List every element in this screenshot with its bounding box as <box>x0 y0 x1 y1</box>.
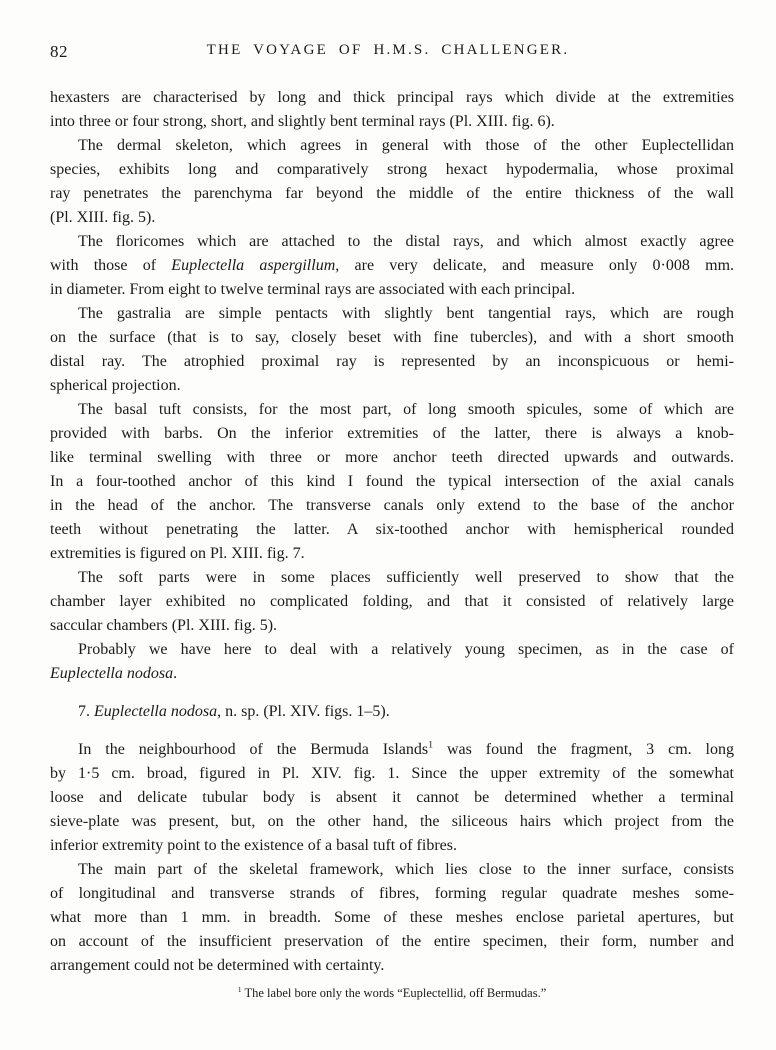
text-line: with those of Euplectella aspergillum, are very delicate, and measure only 0·008 mm. <box>50 257 735 274</box>
paragraph <box>50 302 734 398</box>
text-line: spherical projection. <box>50 377 181 394</box>
text-line: The floricomes which are attached to the distal rays, and which almost exactly agree <box>78 233 734 250</box>
text-line: distal ray. The atrophied proximal ray is represented by an inconspicuous or hemi- <box>50 353 734 370</box>
page-number: 82 <box>50 42 68 61</box>
text-line: The dermal skeleton, which agrees in general with those of the other Euplectellidan <box>78 137 734 154</box>
text-line: provided with barbs. On the inferior extremities of the latter, there is always a knob- <box>50 425 734 442</box>
page-body <box>50 86 734 1002</box>
text-line: saccular chambers (Pl. XIII. fig. 5). <box>50 617 278 634</box>
text-line: teeth without penetrating the latter. A six-toothed anchor with hemispherical rounded <box>50 521 734 538</box>
text-line: arrangement could not be determined with certainty. <box>50 957 385 974</box>
paragraph <box>50 230 734 302</box>
footnote: $^1$ The label bore only the words “Euplectellid, off Bermudas.” <box>237 984 547 1000</box>
text-line: In a four-toothed anchor of this kind I found the typical intersection of the axial canals <box>50 473 734 490</box>
text-line: 7. Euplectella nodosa, n. sp. (Pl. XIV. figs. 1–5). <box>78 703 390 720</box>
text-line: (Pl. XIII. fig. 5). <box>50 209 156 226</box>
text-line: what more than 1 mm. in breadth. Some of these meshes enclose parietal apertures, but <box>50 909 734 926</box>
text-line: like terminal swelling with three or more anchor teeth directed upwards and outwards. <box>50 449 734 466</box>
text-line: In the neighbourhood of the Bermuda Islands$^1$ was found the fragment, 3 cm. long <box>78 739 735 758</box>
text-line: by 1·5 cm. broad, figured in Pl. XIV. fig. 1. Since the upper extremity of the somewhat <box>50 765 734 782</box>
text-line: The gastralia are simple pentacts with slightly bent tangential rays, which are rough <box>78 305 734 322</box>
text-line: sieve-plate was present, but, on the other hand, the siliceous hairs which project from the <box>50 813 734 830</box>
text-line: The basal tuft consists, for the most part, of long smooth spicules, some of which are <box>78 401 734 418</box>
text-line: in the head of the anchor. The transverse canals only extend to the base of the anchor <box>50 497 734 514</box>
text-line: on account of the insufficient preservation of the entire specimen, their form, number and <box>50 933 734 950</box>
text-line: The soft parts were in some places sufficiently well preserved to show that the <box>78 569 734 586</box>
paragraph <box>50 86 734 134</box>
running-header: THE VOYAGE OF H.M.S. CHALLENGER. <box>206 42 570 58</box>
section-heading <box>50 700 734 724</box>
text-line: in diameter. From eight to twelve terminal rays are associated with each principal. <box>50 281 576 298</box>
text-line: hexasters are characterised by long and thick principal rays which divide at the extremities <box>50 89 734 106</box>
paragraph <box>50 398 734 566</box>
text-line: species, exhibits long and comparatively strong hexact hypodermalia, whose proximal <box>50 161 734 178</box>
paragraph <box>50 738 734 858</box>
paragraph <box>50 638 734 686</box>
text-line: of longitudinal and transverse strands of fibres, forming regular quadrate meshes some- <box>50 885 734 902</box>
page-header <box>0 42 776 64</box>
text-line: into three or four strong, short, and slightly bent terminal rays (Pl. XIII. fig. 6). <box>50 113 555 130</box>
paragraph <box>50 858 734 978</box>
text-line: Probably we have here to deal with a relatively young specimen, as in the case of <box>78 641 734 658</box>
text-line: The main part of the skeletal framework, which lies close to the inner surface, consists <box>78 861 734 878</box>
text-line: extremities is figured on Pl. XIII. fig. 7. <box>50 545 305 562</box>
paragraph <box>50 566 734 638</box>
text-line: inferior extremity point to the existence of a basal tuft of fibres. <box>50 837 457 854</box>
text-line: Euplectella nodosa. <box>50 665 178 682</box>
text-line: ray penetrates the parenchyma far beyond the middle of the entire thickness of the wall <box>50 185 734 202</box>
paragraph <box>50 134 734 230</box>
text-line: loose and delicate tubular body is absent it cannot be determined whether a terminal <box>50 789 734 806</box>
text-line: on the surface (that is to say, closely beset with fine tubercles), and with a short smooth <box>50 329 734 346</box>
text-line: chamber layer exhibited no complicated folding, and that it consisted of relatively large <box>50 593 734 610</box>
